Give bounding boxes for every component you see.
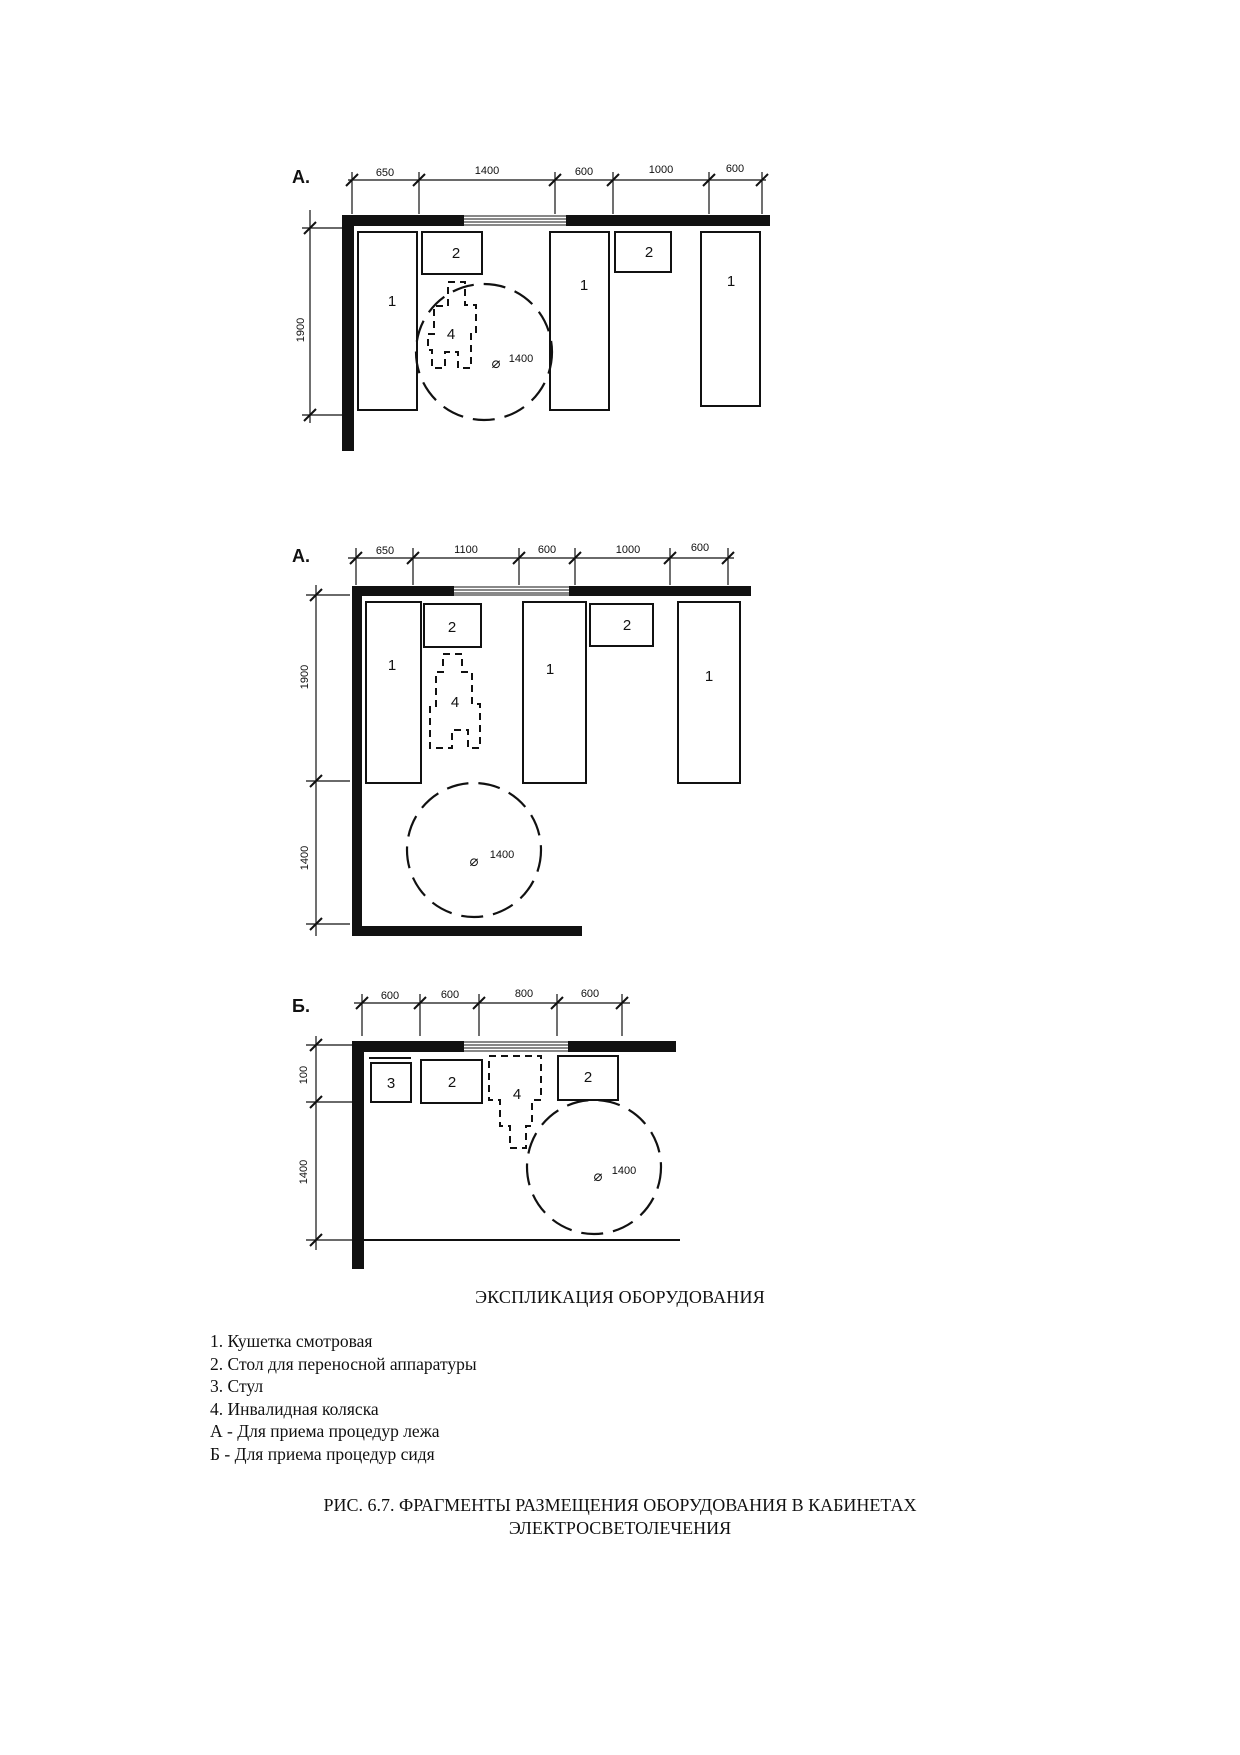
diagram-a1-turning-circle (416, 284, 552, 420)
diagram-a1-couch-2 (550, 232, 609, 410)
diagram-b-turning-circle (527, 1100, 661, 1234)
diagram-a2-circle-label: 1400 (489, 849, 515, 861)
diagram-a1-couch-1 (358, 232, 417, 410)
diagram-b-dim-2: 600 (440, 989, 460, 1001)
diagram-a1-wall-top-left (342, 215, 464, 226)
diagram-b-diameter-symbol: ⌀ (593, 1168, 603, 1185)
legend-item-lying: А - Для приема процедур лежа (210, 1421, 440, 1441)
diagram-a1-table-1-label: 2 (451, 245, 461, 262)
diagram-a1-wheelchair (428, 282, 476, 368)
diagram-b-side-dim-upper: 100 (298, 1065, 310, 1085)
diagram-a2-dim-5: 600 (690, 542, 710, 554)
diagram-a1-couch-2-label: 1 (579, 277, 589, 294)
diagram-a2 (292, 542, 751, 936)
diagram-a2-top-dimension (348, 542, 734, 585)
diagram-b-dim-4: 600 (580, 988, 600, 1000)
diagram-a2-couch-2 (523, 602, 586, 783)
diagram-b-wall-left (352, 1041, 364, 1269)
diagram-b-stool-label: 3 (386, 1075, 396, 1092)
diagram-a1-wheelchair-label: 4 (446, 326, 456, 343)
legend-item-table: 2. Стол для переносной аппаратуры (210, 1353, 477, 1374)
diagram-a2-couch-2-label: 1 (545, 661, 555, 678)
diagram-a1-dim-3: 600 (574, 166, 594, 178)
diagram-b-label: Б. (292, 996, 310, 1016)
diagram-a2-wall-bottom (352, 926, 582, 936)
diagram-a2-dim-1: 650 (375, 545, 395, 557)
diagram-a1-top-dimension (346, 163, 768, 214)
diagram-b-side-dimension (298, 1036, 352, 1250)
legend-item-sitting: Б - Для приема процедур сидя (210, 1443, 435, 1464)
legend-item-chair: 3. Стул (210, 1376, 264, 1396)
diagram-a1-dim-2: 1400 (474, 165, 500, 177)
diagram-a1-couch-3 (701, 232, 760, 406)
diagram-a1-couch-1-label: 1 (387, 293, 397, 310)
diagram-a2-couch-3-label: 1 (704, 668, 714, 685)
diagram-a2-dim-4: 1000 (615, 544, 641, 556)
diagram-a2-label: А. (292, 546, 310, 566)
diagram-a1-table-2 (615, 232, 671, 272)
diagram-a2-couch-3 (678, 602, 740, 783)
figure-caption (0, 1494, 1240, 1540)
diagram-a1-wall-top-right (566, 215, 770, 226)
diagram-a1-circle-label: 1400 (508, 353, 534, 365)
diagram-a2-wall-top-left (352, 586, 454, 596)
diagram-b-table-1-label: 2 (447, 1074, 457, 1091)
diagram-a2-couch-1 (366, 602, 421, 783)
diagram-a2-side-dim-lower: 1400 (299, 845, 311, 871)
diagram-a2-dim-2: 1100 (454, 544, 478, 556)
legend-title: ЭКСПЛИКАЦИЯ ОБОРУДОВАНИЯ (475, 1287, 765, 1307)
legend-item-wheelchair: 4. Инвалидная коляска (210, 1398, 379, 1419)
diagram-b-wheelchair-label: 4 (512, 1086, 522, 1103)
diagram-a1-label: А. (292, 167, 310, 187)
diagram-a2-table-2 (590, 604, 653, 646)
diagram-a2-diameter-symbol: ⌀ (469, 853, 479, 870)
diagram-a2-dim-3: 600 (537, 544, 557, 556)
diagram-a2-wall-top-right (569, 586, 751, 596)
diagram-a2-table-1-label: 2 (447, 619, 457, 636)
diagram-a1-dim-4: 1000 (648, 164, 674, 176)
diagram-a1-side-dimension (295, 210, 345, 423)
diagram-a2-side-dimension (299, 585, 350, 936)
diagram-a1 (292, 163, 770, 451)
diagram-a1-dim-1: 650 (375, 167, 395, 179)
diagram-a1-couch-3-label: 1 (726, 273, 736, 290)
diagram-a2-wall-left (352, 586, 362, 936)
figure-caption-line-1: РИС. 6.7. ФРАГМЕНТЫ РАЗМЕЩЕНИЯ ОБОРУДОВАНИЯ В КАБИНЕТАХ (323, 1495, 917, 1515)
diagram-a2-table-2-label: 2 (622, 617, 632, 634)
diagram-b-circle-label: 1400 (611, 1165, 637, 1177)
diagram-a2-window (454, 587, 569, 595)
diagram-a2-wheelchair-label: 4 (450, 694, 460, 711)
legend-list (210, 1330, 477, 1465)
diagram-a2-side-dim-upper: 1900 (299, 664, 311, 690)
diagram-b-table-2-label: 2 (583, 1069, 593, 1086)
figure-caption-line-2: ЭЛЕКТРОСВЕТОЛЕЧЕНИЯ (508, 1518, 732, 1538)
diagram-a1-table-2-label: 2 (644, 244, 654, 261)
diagram-b-dim-1: 600 (380, 990, 400, 1002)
diagram-b-window (464, 1042, 568, 1051)
diagram-b-wall-top-left (352, 1041, 464, 1052)
diagram-b (292, 988, 680, 1269)
diagram-a1-side-dim: 1900 (295, 317, 307, 343)
diagram-a2-turning-circle (407, 783, 541, 917)
legend-item-couch: 1. Кушетка смотровая (210, 1331, 373, 1351)
diagram-a1-wall-left (342, 215, 354, 451)
diagram-b-wall-top-right (568, 1041, 676, 1052)
diagram-b-side-dim-lower: 1400 (298, 1159, 310, 1185)
diagram-a1-diameter-symbol: ⌀ (491, 355, 501, 372)
diagram-a2-couch-1-label: 1 (387, 657, 397, 674)
diagram-b-dim-3: 800 (514, 988, 534, 1000)
diagram-a1-dim-5: 600 (725, 163, 745, 175)
diagram-a1-window (464, 216, 566, 225)
diagram-b-top-dimension (354, 988, 630, 1036)
